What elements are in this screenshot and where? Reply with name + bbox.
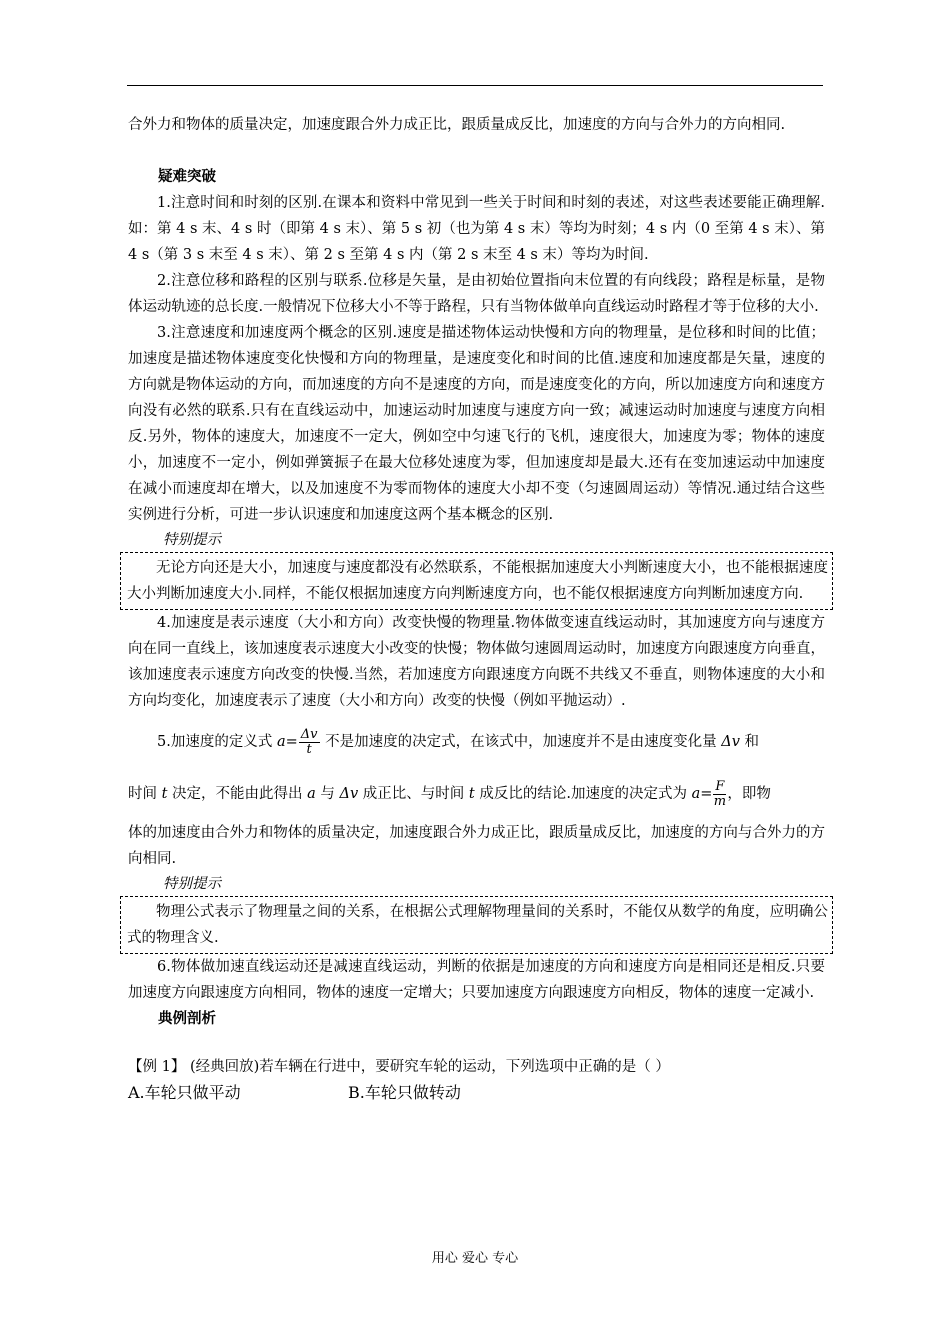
p5-text-e: 决定，不能由此得出	[167, 786, 308, 802]
formula-dv-over-t	[299, 728, 320, 757]
p5-eq: =	[285, 734, 298, 750]
option-a: A.车轮只做平动	[128, 1083, 241, 1102]
note-label-2: 特别提示	[163, 876, 221, 892]
p5-a2: a	[307, 786, 316, 802]
p5-text-f: 与	[315, 786, 340, 802]
note-text-2: 物理公式表示了物理量之间的关系，在根据公式理解物理量间的关系时，不能仅从数学的角度，应明确公式的物理含义.	[127, 904, 828, 946]
section-title-examples: 典例剖析	[158, 1010, 216, 1027]
formula-numerator: Δv	[300, 726, 318, 742]
p5-text-b: 不是加速度的决定式，在该式中，加速度并不是由速度变化量	[320, 734, 722, 750]
paragraph-6: 6.物体做加速直线运动还是减速直线运动，判断的依据是加速度的方向和速度方向是相同还是相反.只要加速度方向跟速度方向相同，物体的速度一定增大；只要加速度方向跟速度方向相反，物体的速度一定减小.	[128, 959, 825, 1001]
p5-t2: t	[468, 786, 475, 802]
p5-dv2: Δv	[339, 786, 359, 802]
p5-text-i: ，即物	[727, 786, 771, 802]
document-body	[127, 112, 828, 1103]
p5-text-a: 5.加速度的定义式	[157, 734, 277, 750]
formula2-denominator: m	[713, 793, 727, 809]
formula2-numerator: F	[715, 778, 725, 794]
note-text-1: 无论方向还是大小，加速度与速度都没有必然联系，不能根据加速度大小判断速度大小，也不能根据速度大小判断加速度大小.同样，不能仅根据加速度方向判断速度方向，也不能仅根据速度方向判断加速度方向.	[127, 560, 828, 602]
paragraph-4: 4.加速度是表示速度（大小和方向）改变快慢的物理量.物体做变速直线运动时，其加速度方向与速度方向在同一直线上，该加速度表示速度大小改变的快慢；物体做匀速圆周运动时，加速度方向跟速度方向垂直，该加速度表示速度方向改变的快慢.当然，若加速度方向跟速度方向既不共线又不垂直，则物体速度的大小和方向均变化，加速度表示了速度（大小和方向）改变的快慢（例如平抛运动）.	[128, 615, 825, 709]
p5-var-a: a	[276, 734, 286, 750]
paragraph-5-line1	[128, 716, 825, 768]
formula-f-over-m	[713, 780, 726, 809]
note-label-1: 特别提示	[163, 532, 221, 548]
p5-dv: Δv	[721, 734, 740, 750]
paragraph-1: 1.注意时间和时刻的区别.在课本和资料中常见到一些关于时间和时刻的表述，对这些表述要能正确理解.如：第 4 s 末、4 s 时（即第 4 s 末）、第 5 s 初（也为第 4 s 末）等均为时刻；4 s 内（0 至第 4 s 末）、第 4 s（第 3 s 末至 4 s 末）、第 2 s 至第 4 s 内（第 2 s 末至 4 s 末）等均为时间.	[128, 195, 825, 263]
p5-text-h: 成反比的结论.加速度的决定式为	[474, 786, 692, 802]
note-box-2	[120, 896, 833, 954]
note-box-1	[120, 552, 833, 610]
paragraph-5-rest: 体的加速度由合外力和物体的质量决定，加速度跟合外力成正比，跟质量成反比，加速度的方向与合外力的方向相同.	[128, 825, 825, 867]
paragraph-2: 2.注意位移和路程的区别与联系.位移是矢量，是由初始位置指向末位置的有向线段；路程是标量，是物体运动轨迹的总长度.一般情况下位移大小不等于路程，只有当物体做单向直线运动时路程才等于位移的大小.	[128, 273, 825, 315]
p5-a3: a	[691, 786, 701, 802]
paragraph-3: 3.注意速度和加速度两个概念的区别.速度是描述物体运动快慢和方向的物理量，是位移和时间的比值；加速度是描述物体速度变化快慢和方向的物理量，是速度变化和时间的比值.速度和加速度都是矢量，速度的方向就是物体运动的方向，而加速度的方向不是速度的方向，而是速度变化的方向，所以加速度方向和速度方向没有必然的联系.只有在直线运动中，加速运动时加速度与速度方向一致；减速运动时加速度与速度方向相反.另外，物体的速度大，加速度不一定大，例如空中匀速飞行的飞机，速度很大，加速度为零；物体的速度小，加速度不一定小，例如弹簧振子在最大位移处速度为零，但加速度却是最大.还有在变加速运动中加速度在减小而速度却在增大，以及加速度不为零而物体的速度大小却不变（匀速圆周运动）等情况.通过结合这些实例进行分析，可进一步认识速度和加速度这两个基本概念的区别.	[128, 325, 825, 523]
p5-t: t	[161, 786, 168, 802]
p5-text-d: 时间	[128, 786, 162, 802]
example-1-options	[128, 1080, 825, 1103]
p5-text-c: 和	[739, 734, 759, 750]
formula-denominator: t	[306, 741, 312, 757]
top-paragraph: 合外力和物体的质量决定，加速度跟合外力成正比，跟质量成反比，加速度的方向与合外力的方向相同.	[128, 117, 786, 133]
section-title-difficulties: 疑难突破	[158, 168, 216, 185]
header-rule	[127, 85, 823, 86]
paragraph-5-line2	[128, 768, 825, 820]
option-b: B.车轮只做转动	[348, 1083, 461, 1102]
example-1-question: 【例 1】 (经典回放)若车辆在行进中，要研究车轮的运动，下列选项中正确的是（ ）	[128, 1059, 670, 1075]
p5-text-g: 成正比、与时间	[358, 786, 469, 802]
page-footer: 用心 爱心 专心	[431, 1251, 519, 1266]
p5-eq2: =	[700, 786, 713, 802]
